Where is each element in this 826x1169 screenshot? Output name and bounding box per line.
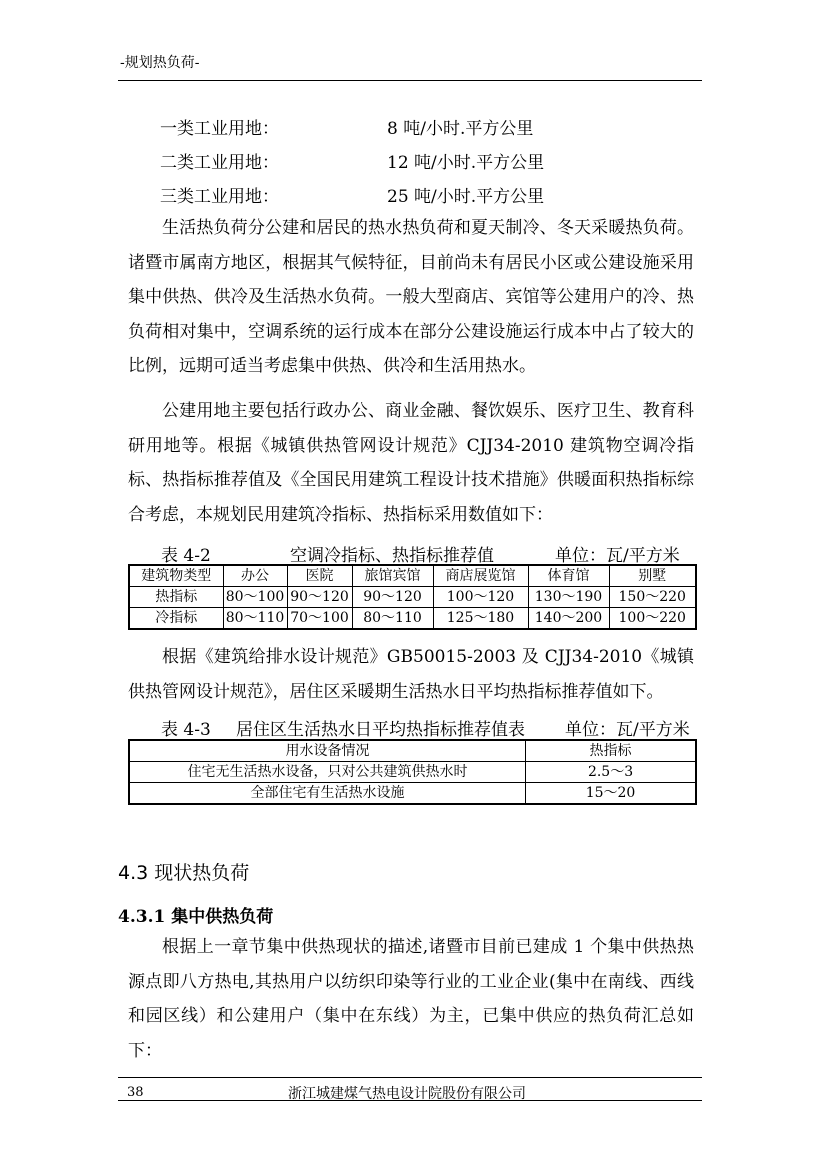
table-header-cell: 商店展览馆 bbox=[433, 565, 528, 587]
table-row bbox=[129, 587, 696, 608]
table-cell: 90～120 bbox=[352, 587, 433, 608]
table-row bbox=[129, 762, 696, 783]
section-heading: 4.3 现状热负荷 bbox=[118, 862, 250, 884]
cooling-heating-index-table bbox=[128, 564, 697, 630]
paragraph-public-buildings: 公建用地主要包括行政办公、商业金融、餐饮娱乐、医疗卫生、教育科研用地等。根据《城镇供热管网设计规范》CJJ34-2010 建筑物空调冷指标、热指标推荐值及《全国民用建筑工程设计技术措施》供暖面积热指标综合考虑，本规划民用建筑冷指标、热指标采用数值如下： bbox=[128, 401, 694, 525]
table-row bbox=[129, 608, 696, 630]
table-header-cell: 用水设备情况 bbox=[129, 740, 526, 762]
table-cell: 80～110 bbox=[352, 608, 433, 630]
footer-company: 浙江城建煤气热电设计院股份有限公司 bbox=[288, 1086, 526, 1102]
table-unit: 单位：瓦/平方米 bbox=[565, 720, 690, 740]
table-cell: 15～20 bbox=[526, 783, 696, 805]
table-cell: 全部住宅有生活热水设施 bbox=[129, 783, 526, 805]
table-cell: 80～110 bbox=[223, 608, 287, 630]
table-header-cell: 旅馆宾馆 bbox=[352, 565, 433, 587]
indicator-row-1 bbox=[160, 114, 680, 138]
indicator-label: 一类工业用地： bbox=[160, 119, 279, 139]
indicator-label: 三类工业用地： bbox=[160, 187, 279, 207]
paragraph-hot-water-standard: 根据《建筑给排水设计规范》GB50015-2003 及 CJJ34-2010《城镇供热管网设计规范》，居住区采暖期生活热水日平均热指标推荐值如下。 bbox=[128, 647, 694, 702]
indicator-value: 12 吨/小时.平方公里 bbox=[387, 153, 545, 173]
indicator-value: 8 吨/小时.平方公里 bbox=[387, 119, 534, 139]
paragraph-heat-load: 生活热负荷分公建和居民的热水热负荷和夏天制冷、冬天采暖热负荷。诸暨市属南方地区，根据其气候特征，目前尚未有居民小区或公建设施采用集中供热、供冷及生活热水负荷。一般大型商店、宾馆等公建用户的冷、热负荷相对集中，空调系统的运行成本在部分公建设施运行成本中占了较大的比例，远期可适当考虑集中供热、供冷和生活用热水。 bbox=[128, 218, 694, 376]
table-cell: 80～100 bbox=[223, 587, 287, 608]
table-header-cell: 建筑物类型 bbox=[129, 565, 223, 587]
table-header-cell: 办公 bbox=[223, 565, 287, 587]
footer-rule bbox=[118, 1077, 702, 1078]
table-header-row bbox=[129, 565, 696, 587]
table-unit: 单位：瓦/平方米 bbox=[555, 546, 680, 566]
subsection-heading: 4.3.1 集中供热负荷 bbox=[118, 907, 274, 927]
table-cell: 冷指标 bbox=[129, 608, 223, 630]
table-cell: 100～120 bbox=[433, 587, 528, 608]
table-header-cell: 热指标 bbox=[526, 740, 696, 762]
table-cell: 130～190 bbox=[528, 587, 609, 608]
hot-water-index-table bbox=[128, 739, 697, 805]
table-header-cell: 体育馆 bbox=[528, 565, 609, 587]
table-header-row bbox=[129, 740, 696, 762]
table-row bbox=[129, 783, 696, 805]
table-cell: 2.5～3 bbox=[526, 762, 696, 783]
table-header-cell: 医院 bbox=[287, 565, 352, 587]
indicator-value: 25 吨/小时.平方公里 bbox=[387, 187, 545, 207]
table-cell: 90～120 bbox=[287, 587, 352, 608]
page-number: 38 bbox=[127, 1085, 144, 1100]
table-cell: 125～180 bbox=[433, 608, 528, 630]
indicator-label: 二类工业用地： bbox=[160, 153, 279, 173]
table-cell: 100～220 bbox=[609, 608, 696, 630]
table-cell: 热指标 bbox=[129, 587, 223, 608]
table-cell: 住宅无生活热水设备，只对公共建筑供热水时 bbox=[129, 762, 526, 783]
header-rule bbox=[118, 80, 702, 81]
table-title: 居住区生活热水日平均热指标推荐值表 bbox=[236, 720, 525, 740]
table-number: 表 4-2 bbox=[161, 546, 211, 566]
running-header: -规划热负荷- bbox=[120, 55, 200, 71]
footer-bottom-rule bbox=[118, 1100, 702, 1101]
table-title: 空调冷指标、热指标推荐值 bbox=[290, 546, 494, 566]
table-number: 表 4-3 bbox=[161, 720, 211, 740]
paragraph-current-load: 根据上一章节集中供热现状的描述,诸暨市目前已建成 1 个集中供热热源点即八方热电,其热用户以纺织印染等行业的工业企业(集中在南线、西线和园区线）和公建用户（集中在东线）为主，已集中供应的热负荷汇总如下： bbox=[128, 937, 694, 1061]
indicator-row-2 bbox=[160, 148, 680, 172]
table-header-cell: 别墅 bbox=[609, 565, 696, 587]
indicator-row-3 bbox=[160, 182, 680, 206]
table-cell: 140～200 bbox=[528, 608, 609, 630]
table-cell: 70～100 bbox=[287, 608, 352, 630]
table-cell: 150～220 bbox=[609, 587, 696, 608]
